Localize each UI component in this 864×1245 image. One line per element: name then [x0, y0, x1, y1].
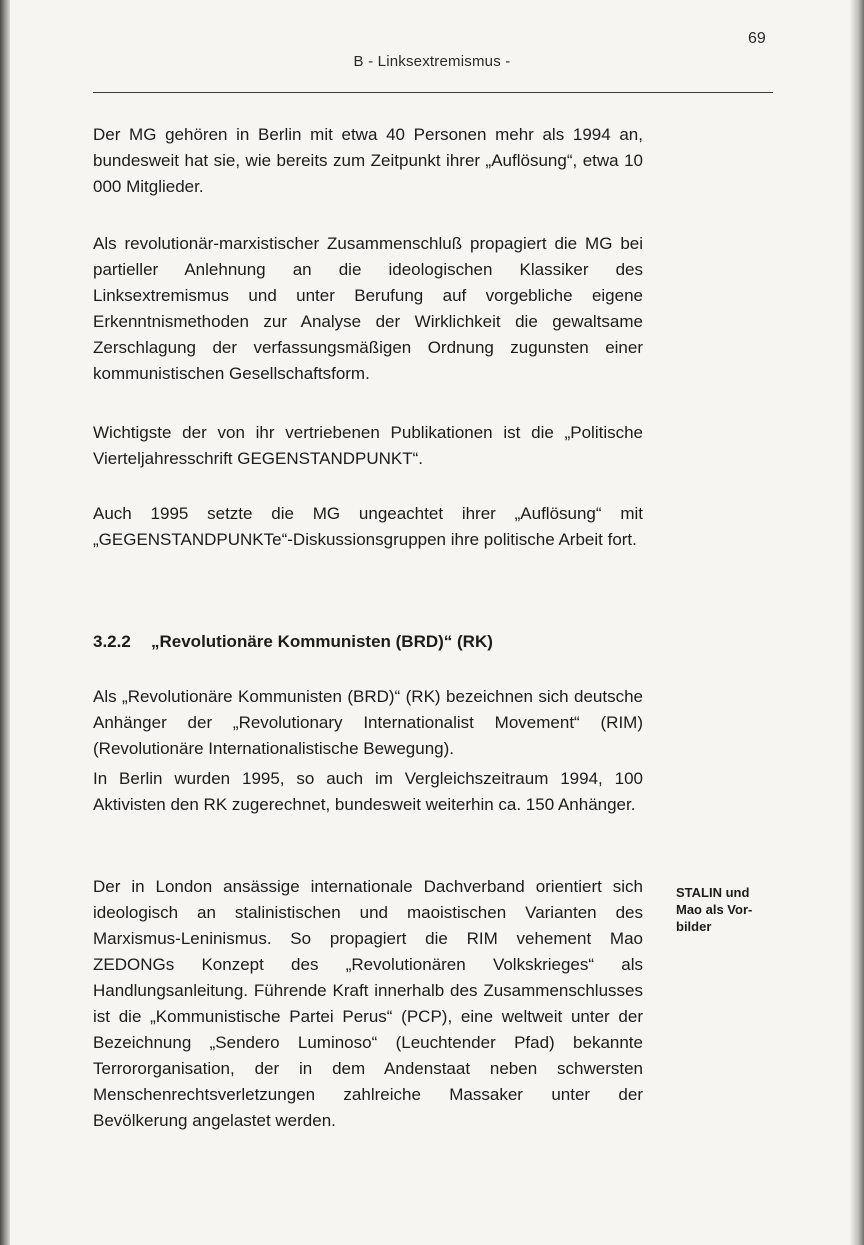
- page-number: 69: [748, 30, 766, 47]
- section-title: „Revolutionäre Kommunisten (BRD)“ (RK): [151, 632, 493, 651]
- section-number: 3.2.2: [93, 632, 131, 651]
- page-binding-shadow: [0, 0, 10, 1245]
- paragraph-rk-membership: In Berlin wurden 1995, so auch im Vergleichszeitraum 1994, 100 Aktivisten den RK zugerechnet, bundesweit weiterhin ca. 150 Anhänger.: [93, 769, 643, 814]
- header-rule: [93, 92, 773, 93]
- paragraph-rim-ideology: Der in London ansässige internationale Dachverband orientiert sich ideologisch an stalinistischen und maoistischen Varianten des Marxismus-Leninismus. So propagiert die RIM vehement Mao ZEDONGs Konzept des „Revolutionären Volkskrieges“ als Handlungsanleitung. Führende Kraft innerhalb des Zusammenschlusses ist die „Kommunistische Partei Perus“ (PCP), eine weltweit unter der Bezeichnung „Sendero Luminoso“ (Leuchtender Pfad) bekannte Terrororganisation, der in dem Andenstaat neben schwersten Menschenrechtsverletzungen zahlreiche Massaker unter der Bevölkerung angelastet werden.: [93, 877, 643, 1130]
- margin-note: STALIN und Mao als Vorbilder: [676, 885, 753, 934]
- running-head: B - Linksextremismus -: [353, 53, 511, 70]
- paragraph-mg-ideology: Als revolutionär-marxistischer Zusammenschluß propagiert die MG bei partieller Anlehnung an die ideologischen Klassiker des Linksextremismus und unter Berufung auf vorgebliche eigene Erkenntnismethoden zur Analyse der Wirklichkeit die gewaltsame Zerschlagung der verfassungsmäßigen Ordnung zugunsten einer kommunistischen Gesellschaftsform.: [93, 234, 643, 383]
- paragraph-rk-definition: Als „Revolutionäre Kommunisten (BRD)“ (RK) bezeichnen sich deutsche Anhänger der „Revolutionary Internationalist Movement“ (RIM) (Revolutionäre Internationalistische Bewegung).: [93, 687, 643, 758]
- paragraph-mg-publication: Wichtigste der von ihr vertriebenen Publikationen ist die „Politische Vierteljahresschrift GEGENSTANDPUNKT“.: [93, 423, 643, 468]
- paragraph-mg-activity: Auch 1995 setzte die MG ungeachtet ihrer „Auflösung“ mit „GEGENSTANDPUNKTe“-Diskussionsgruppen ihre politische Arbeit fort.: [93, 504, 643, 549]
- page-edge-shadow: [850, 0, 864, 1245]
- section-heading: [93, 632, 493, 652]
- paragraph-mg-membership: Der MG gehören in Berlin mit etwa 40 Personen mehr als 1994 an, bundesweit hat sie, wie bereits zum Zeitpunkt ihrer „Auflösung“, etwa 10 000 Mitglieder.: [93, 125, 643, 196]
